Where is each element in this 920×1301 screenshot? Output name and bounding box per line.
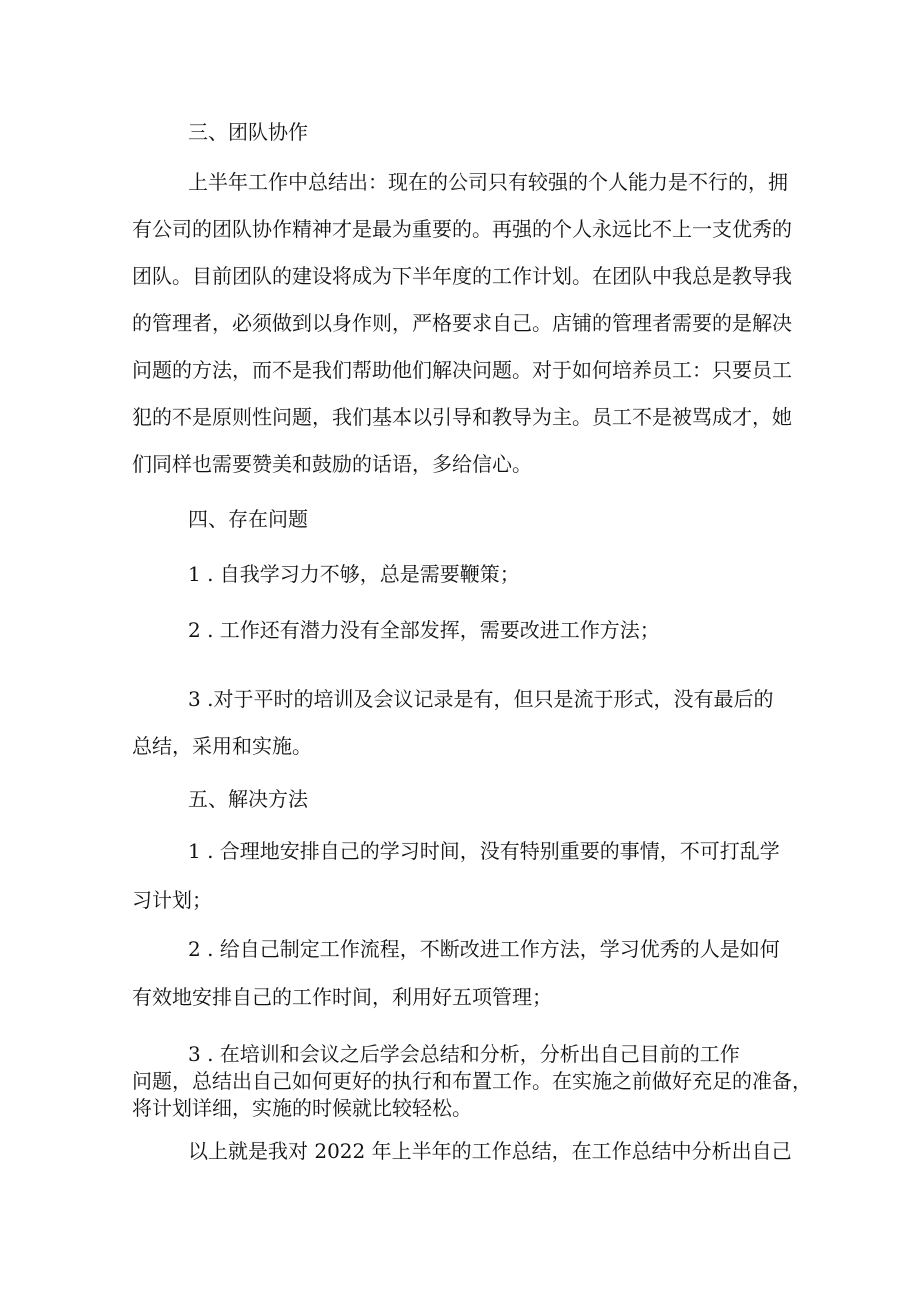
closing-paragraph-line: 以上就是我对 2022 年上半年的工作总结，在工作总结中分析出自己 bbox=[188, 1139, 792, 1163]
paragraph-line: 的管理者，必须做到以身作则，严格要求自己。店铺的管理者需要的是解决 bbox=[132, 311, 792, 335]
list-item-continuation: 习计划； bbox=[132, 888, 212, 912]
paragraph-line: 上半年工作中总结出：现在的公司只有较强的个人能力是不行的，拥 bbox=[188, 170, 788, 194]
section-heading-solutions: 五、解决方法 bbox=[188, 787, 308, 811]
paragraph-line: 们同样也需要赞美和鼓励的话语，多给信心。 bbox=[132, 452, 532, 476]
list-item-continuation: 将计划详细，实施的时候就比较轻松。 bbox=[132, 1096, 472, 1120]
paragraph-line: 有公司的团队协作精神才是最为重要的。再强的个人永远比不上一支优秀的 bbox=[132, 217, 792, 241]
list-item: 1 . 自我学习力不够，总是需要鞭策； bbox=[188, 562, 520, 586]
paragraph-line: 团队。目前团队的建设将成为下半年度的工作计划。在团队中我总是教导我 bbox=[132, 264, 792, 288]
list-item-continuation: 总结，采用和实施。 bbox=[132, 734, 312, 758]
list-item: 1 . 合理地安排自己的学习时间，没有特别重要的事情，不可打乱学 bbox=[188, 839, 780, 863]
list-item: 2 . 给自己制定工作流程，不断改进工作方法，学习优秀的人是如何 bbox=[188, 937, 780, 961]
section-heading-team: 三、团队协作 bbox=[188, 120, 308, 144]
list-item-continuation: 问题，总结出自己如何更好的执行和布置工作。在实施之前做好充足的准备， bbox=[132, 1069, 812, 1093]
list-item: 3 .对于平时的培训及会议记录是有，但只是流于形式，没有最后的 bbox=[188, 687, 774, 711]
section-heading-problems: 四、存在问题 bbox=[188, 507, 308, 531]
list-item: 2 . 工作还有潜力没有全部发挥，需要改进工作方法； bbox=[188, 618, 660, 642]
paragraph-line: 问题的方法，而不是我们帮助他们解决问题。对于如何培养员工：只要员工 bbox=[132, 358, 792, 382]
list-item: 3 . 在培训和会议之后学会总结和分析，分析出自己目前的工作 bbox=[188, 1042, 740, 1066]
paragraph-line: 犯的不是原则性问题，我们基本以引导和教导为主。员工不是被骂成才，她 bbox=[132, 405, 792, 429]
list-item-continuation: 有效地安排自己的工作时间，利用好五项管理； bbox=[132, 985, 552, 1009]
